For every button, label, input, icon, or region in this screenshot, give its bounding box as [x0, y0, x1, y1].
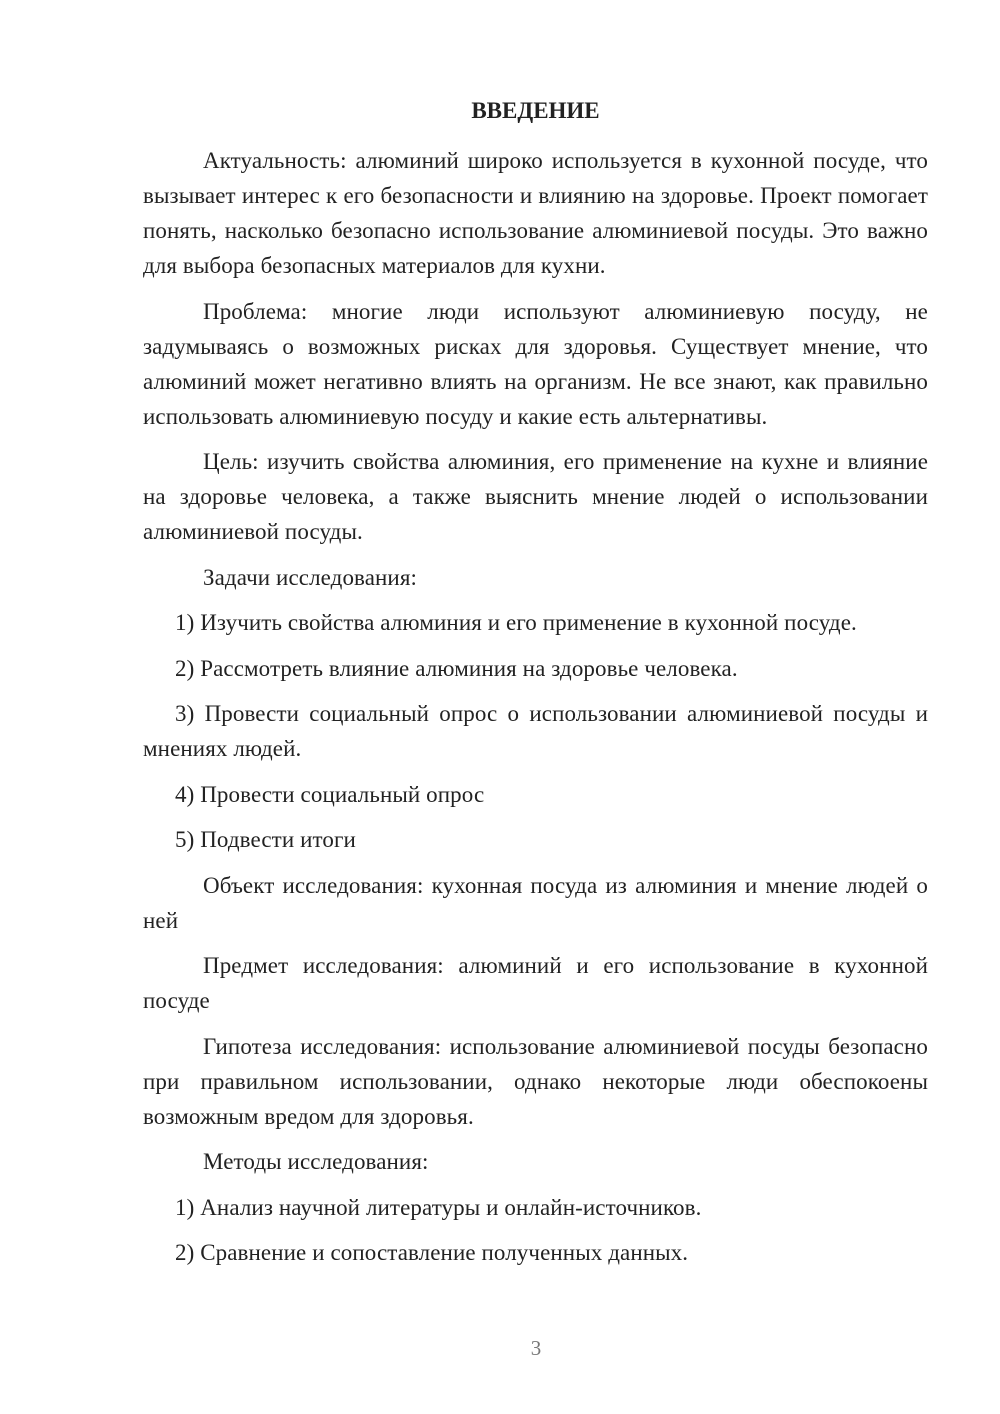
paragraph-goal: Цель: изучить свойства алюминия, его применение на кухне и влияние на здоровье человека, а также выяснить мнение людей о использовании алюминиевой посуды.	[143, 449, 928, 544]
paragraph-methods-heading: Методы исследования:	[203, 1149, 429, 1174]
page-number: 3	[530, 1336, 542, 1360]
task-item-5: 5) Подвести итоги	[175, 827, 356, 852]
task-item-4: 4) Провести социальный опрос	[175, 781, 485, 807]
paragraph-hypothesis: Гипотеза исследования: использование алюминиевой посуды безопасно при правильном использовании, однако некоторые люди обеспокоены возможным вредом для здоровья.	[143, 1033, 928, 1129]
task-item-2: 2) Рассмотреть влияние алюминия на здоровье человека.	[175, 655, 738, 681]
paragraph-tasks-heading: Задачи исследования:	[203, 564, 418, 590]
document-body	[143, 143, 928, 1281]
section-heading: ВВЕДЕНИЕ	[471, 98, 600, 123]
paragraph-relevance: Актуальность: алюминий широко используется в кухонной посуде, что вызывает интерес к его безопасности и влиянию на здоровье. Проект помогает понять, насколько безопасно использование алюминиевой посуды. Это важно для выбора безопасных материалов для кухни.	[143, 148, 928, 278]
paragraph-subject: Предмет исследования: алюминий и его использование в кухонной посуде	[143, 953, 928, 1013]
task-item-3: 3) Провести социальный опрос о использовании алюминиевой посуды и мнениях людей.	[143, 701, 928, 761]
paragraph-problem: Проблема: многие люди используют алюминиевую посуду, не задумываясь о возможных рисках для здоровья. Существует мнение, что алюминий может негативно влиять на организм. Не все знают, как правильно использовать алюминиевую посуду и какие есть альтернативы.	[143, 298, 928, 429]
paragraph-object: Объект исследования: кухонная посуда из алюминия и мнение людей о ней	[143, 872, 928, 933]
method-item-1: 1) Анализ научной литературы и онлайн-источников.	[175, 1194, 702, 1220]
task-item-1: 1) Изучить свойства алюминия и его применение в кухонной посуде.	[175, 610, 857, 635]
method-item-2: 2) Сравнение и сопоставление полученных данных.	[175, 1240, 689, 1265]
